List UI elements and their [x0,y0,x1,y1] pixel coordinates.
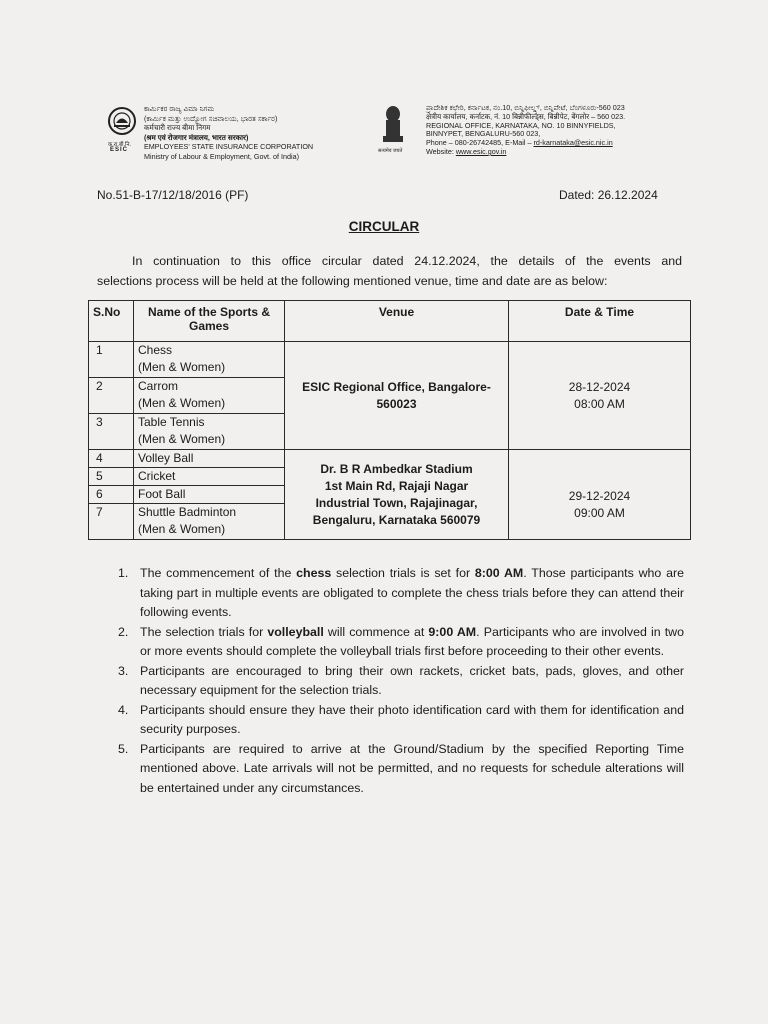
list-item [118,701,684,740]
letterhead-left-line: (श्रम एवं रोजगार मंत्रालय, भारत सरकार) [144,132,249,142]
item-number: 5. [118,741,129,756]
venue-line: ESIC Regional Office, Bangalore- [302,379,491,394]
letterhead-right-line: ಪ್ರಾದೇಶಿಕ ಕಛೇರಿ, ಕರ್ನಾಟಕ, ನಂ.10, ಬಿನ್ನಿಫೀಲ್ಡ್ಸ್, ಬಿನ್ನಿಪೇಟೆ, ಬೆಂಗಳೂರು-560 023 [426,103,625,112]
cell-date-time [509,342,691,450]
sport-name: Table Tennis [138,415,205,429]
cell-sport [134,468,285,486]
letterhead-left-line: Ministry of Labour & Employment, Govt. of India) [144,151,299,161]
sport-name: Cricket [138,469,176,483]
item-text: Participants are required to arrive at the Ground/Stadium by the specified Reporting Time mentioned above. Late arrivals will not be permitted, and no requests for schedule alterations will be entertained under any circumstances. [140,741,684,795]
event-date: 28-12-2024 [568,379,631,394]
letterhead-right-line: क्षेत्रीय कार्यालय, कर्नाटक, नं. 10 बिन्नीफील्ड्स, बिन्नीपेट, बेंगलोर – 560 023. [426,111,626,121]
instructions-list [118,564,685,798]
venue-line: Industrial Town, Rajajinagar, [315,495,478,510]
letterhead-left-line: EMPLOYEES' STATE INSURANCE CORPORATION [144,142,314,151]
cell-sport [134,378,285,414]
item-text-part: selection trials is set for [331,566,475,580]
letterhead-left-line: (ಕಾರ್ಮಿಕ ಮತ್ತು ಉದ್ಯೋಗ ಸಚಿವಾಲಯ, ಭಾರತ ಸರ್ಕಾರ) [144,113,278,123]
sport-name: Shuttle Badminton [138,505,237,519]
item-number: 3. [118,663,129,678]
letterhead-right-text [426,104,625,157]
circular-title-wrap [0,219,768,234]
cell-sport [134,342,285,378]
letterhead-website-line [426,148,625,157]
sport-category: (Men & Women) [138,396,226,410]
sport-category: (Men & Women) [138,522,226,536]
phone-text: Phone – 080-26742485, E-Mail – [426,138,534,148]
cell-venue [285,450,509,540]
document-date: Dated: 26.12.2024 [559,188,658,202]
venue-line: 1st Main Rd, Rajaji Nagar [324,478,469,493]
cell-sno: 5 [89,468,134,486]
item-bold: chess [296,566,332,580]
sport-name: Chess [138,343,173,357]
cell-sport [134,414,285,450]
venue-line: Bengaluru, Karnataka 560079 [312,512,481,527]
esic-logo-caption-1: क.रा.बी.नि. [108,142,132,148]
event-time: 08:00 AM [574,396,625,411]
item-bold: 9:00 AM [428,624,477,639]
letterhead-right-line: REGIONAL OFFICE, KARNATAKA, NO. 10 BINNYFIELDS, [426,120,616,130]
cell-sno: 1 [89,342,134,378]
item-bold: 8:00 AM [474,566,524,580]
letterhead-left-line: कर्मचारी राज्य बीमा निगम [144,123,211,132]
cell-sno: 7 [89,504,134,540]
table-header-row [89,301,691,342]
cell-sno: 3 [89,414,134,450]
list-item [118,740,684,799]
event-date: 29-12-2024 [568,488,631,503]
item-text: Participants are encouraged to bring their own rackets, cricket bats, pads, gloves, and other necessary equipment for the selection trials. [140,663,684,697]
item-text-part: The commencement of the [140,566,297,580]
circular-title: CIRCULAR [348,219,420,234]
item-text-part: will commence at [323,624,429,639]
list-item [118,564,684,623]
cell-sno: 2 [89,378,134,414]
item-bold: volleyball [267,624,324,639]
cell-sno: 4 [89,450,134,468]
event-time: 09:00 AM [574,505,625,520]
letterhead-left [106,104,396,174]
item-number: 2. [118,624,129,639]
list-item [118,662,684,701]
item-text-part: The selection trials for [140,624,268,639]
events-table [88,300,691,540]
intro-line: selections process will be held at the following mentioned venue, time and date are as below: [97,274,608,288]
item-text-part: . Participants who are involved in two or more events should complete the volleyball trials first before proceeding to their other events. [140,624,685,658]
item-text-part: . Those participants who are taking part in multiple events are obligated to complete the chess trials before they can attend their following events. [140,566,684,619]
reference-number: No.51-B-17/12/18/2016 (PF) [97,188,249,202]
header-date-time: Date & Time [509,301,691,342]
letterhead-left-line: ಕಾರ್ಮಿಕರ ರಾಜ್ಯ ವಿಮಾ ನಿಗಮ [144,104,215,113]
intro-line: In continuation to this office circular dated 24.12.2024, the details of the events and [132,254,682,268]
item-text [140,625,684,659]
item-text [140,566,684,619]
venue-line: 560023 [376,396,417,411]
cell-venue [285,342,509,450]
cell-sport [134,450,285,468]
header-sports: Name of the Sports & Games [134,301,285,342]
website-label: Website: [426,146,456,156]
cell-sno: 6 [89,486,134,504]
letterhead-left-text [144,104,313,161]
letterhead-right-line: BINNYPET, BENGALURU-560 023, [426,129,541,139]
venue-line: Dr. B R Ambedkar Stadium [320,461,473,476]
sport-category: (Men & Women) [138,360,226,374]
item-number: 1. [118,566,129,580]
sport-name: Volley Ball [138,451,194,465]
cell-sport [134,486,285,504]
table-row [89,342,691,378]
sport-name: Carrom [138,379,179,393]
header-sno: S.No [89,301,134,342]
cell-sport [134,504,285,540]
website-link[interactable]: www.esic.gov.in [455,146,507,156]
table-row [89,450,691,468]
intro-paragraph [97,251,682,291]
item-text: Participants should ensure they have their photo identification card with them for identification and security purposes. [140,702,684,736]
list-item [118,623,685,662]
esic-logo-caption-2: ESIC [110,147,129,153]
email-link[interactable]: rd-karnataka@esic.nic.in [533,138,613,148]
emblem-caption: सत्यमेव जयते [378,148,403,154]
sport-name: Foot Ball [138,487,186,501]
letterhead-right [380,104,680,174]
header-venue: Venue [285,301,509,342]
item-number: 4. [118,702,129,717]
sport-category: (Men & Women) [138,432,226,446]
cell-date-time [509,450,691,540]
